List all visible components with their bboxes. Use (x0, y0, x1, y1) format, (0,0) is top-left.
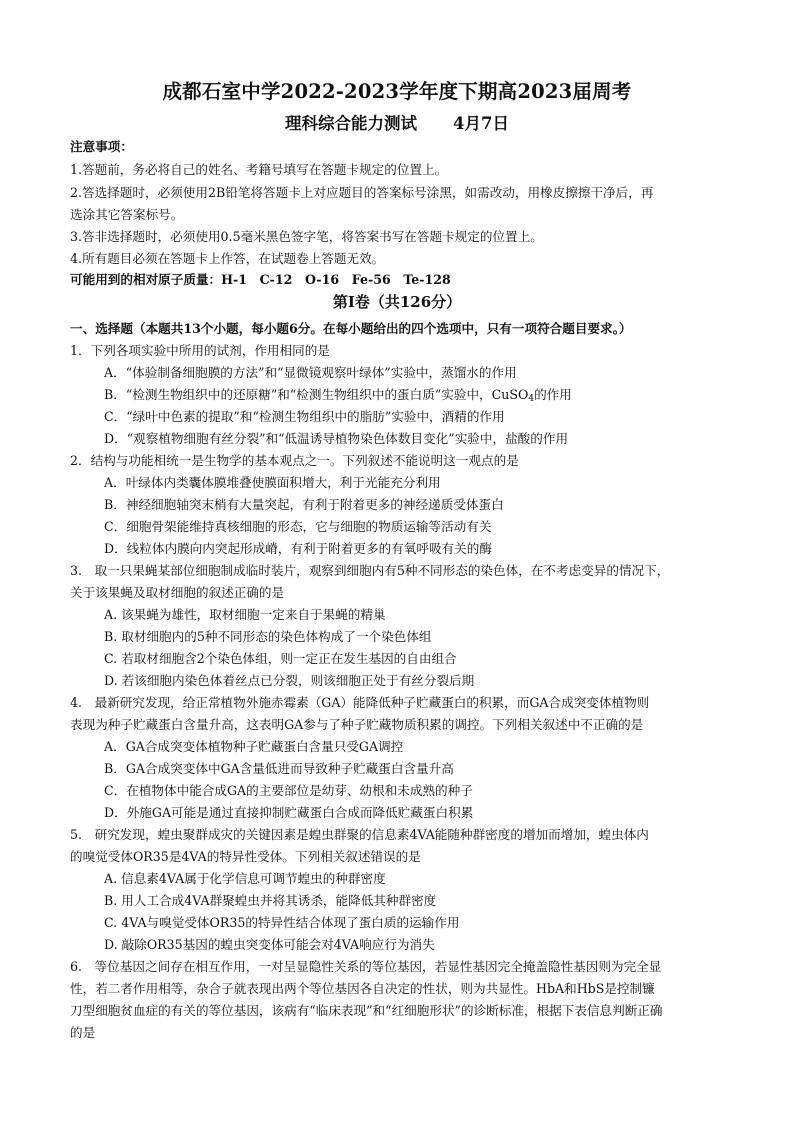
part-heading: 一、选择题（本题共13个小题，每小题6分。在每小题给出的四个选项中，只有一项符合题目要求。） (70, 321, 632, 336)
note-item: 3.答非选择题时，必须使用0.5毫米黑色签字笔，将答案书写在答题卡规定的位置上。 (70, 229, 543, 244)
question-5-stem: 的嗅觉受体OR35是4VA的特异性受体。下列相关叙述错误的是 (70, 849, 421, 864)
exam-title: 成都石室中学2022-2023学年度下期高2023届周考 (162, 80, 632, 103)
subtitle-text: 理科综合能力测试 (285, 114, 418, 133)
note-item: 1.答题前，务必将自己的姓名、考籍号填写在答题卡规定的位置上。 (70, 162, 448, 177)
q3-option-b: B. 取材细胞内的5种不同形态的染色体构成了一个染色体组 (104, 629, 432, 644)
q2-option-b: B．神经细胞轴突末梢有大量突起，有利于附着更多的神经递质受体蛋白 (104, 497, 504, 512)
q2-option-d: D．线粒体内膜向内突起形成嵴，有利于附着更多的有氧呼吸有关的酶 (104, 541, 492, 556)
q1-option-b-subscript: 4 (528, 394, 535, 404)
question-6-stem: 6. 等位基因之间存在相互作用，一对呈显隐性关系的等位基因，若显性基因完全掩盖隐性基因则为完全显 (70, 959, 662, 974)
question-2-stem: 2．结构与功能相统一是生物学的基本观点之一。下列叙述不能说明这一观点的是 (70, 453, 519, 468)
question-3-stem: 3. 取一只果蝇某部位细胞制成临时装片，观察到细胞内有5种不同形态的染色体，在不考虑变异的情况下， (70, 563, 670, 578)
question-4-stem: 4. 最新研究发现，给正常植物外施赤霉素（GA）能降低种子贮藏蛋白的积累，而GA合成突变体植物则 (70, 695, 650, 710)
question-3-stem: 关于该果蝇及取材细胞的叙述正确的是 (70, 585, 285, 600)
question-6-stem: 刀型细胞贫血症的有关的等位基因，该病有“临床表现”和“红细胞形状”的诊断标准，根据下表信息判断正确 (70, 1003, 663, 1018)
section-title: 第Ⅰ卷（共126分） (332, 293, 462, 311)
exam-subtitle (0, 110, 794, 134)
question-1-stem: 1．下列各项实验中所用的试剂，作用相同的是 (70, 343, 330, 358)
note-item: 4.所有题目必须在答题卡上作答，在试题卷上答题无效。 (70, 251, 385, 266)
exam-date: 4月7日 (453, 114, 509, 133)
notes-heading: 注意事项： (70, 139, 133, 154)
q4-option-c: C．在植物体中能合成GA的主要部位是幼芽、幼根和未成熟的种子 (104, 783, 473, 798)
q1-option-a: A．“体验制备细胞膜的方法”和“显微镜观察叶绿体”实验中，蒸馏水的作用 (104, 365, 517, 380)
q4-option-b: B．GA合成突变体中GA含量低进而导致种子贮藏蛋白含量升高 (104, 761, 454, 776)
q4-option-d: D．外施GA可能是通过直接抑制贮藏蛋白合成而降低贮藏蛋白积累 (104, 805, 474, 820)
q1-option-c: C．“绿叶中色素的提取”和“检测生物组织中的脂肪”实验中，酒精的作用 (104, 409, 505, 424)
atomic-mass-line: 可能用到的相对原子质量：H-1 C-12 O-16 Fe-56 Te-128 (70, 272, 451, 287)
note-item: 选涂其它答案标号。 (70, 207, 184, 222)
q2-option-c: C．细胞骨架能维持真核细胞的形态，它与细胞的物质运输等活动有关 (104, 519, 492, 534)
question-6-stem: 性，若二者作用相等，杂合子就表现出两个等位基因各自决定的性状，则为共显性。HbA和HbS是控制镰 (70, 981, 655, 996)
q1-option-d: D．“观察植物细胞有丝分裂”和“低温诱导植物染色体数目变化”实验中，盐酸的作用 (104, 431, 569, 446)
question-6-stem: 的是 (70, 1025, 96, 1040)
note-item: 2.答选择题时，必须使用2B铅笔将答题卡上对应题目的答案标号涂黑，如需改动，用橡皮擦擦干净后，再 (70, 185, 654, 200)
q3-option-d: D. 若该细胞内染色体着丝点已分裂，则该细胞正处于有丝分裂后期 (104, 673, 475, 688)
q2-option-a: A．叶绿体内类囊体膜堆叠使膜面积增大，利于光能充分利用 (104, 475, 441, 490)
q3-option-a: A. 该果蝇为雄性，取材细胞一定来自于果蝇的精巢 (104, 607, 386, 622)
q1-option-b (104, 386, 764, 404)
q1-option-b-tail: 的作用 (534, 387, 572, 402)
q3-option-c: C. 若取材细胞含2个染色体组，则一定正在发生基因的自由组合 (104, 651, 457, 666)
question-4-stem: 表现为种子贮藏蛋白含量升高，这表明GA参与了种子贮藏物质积累的调控。下列相关叙述中不正确的是 (70, 717, 644, 732)
q5-option-b: B. 用人工合成4VA群聚蝗虫并将其诱杀，能降低其种群密度 (104, 893, 437, 908)
q5-option-d: D. 敲除OR35基因的蝗虫突变体可能会对4VA响应行为消失 (104, 937, 435, 952)
q5-option-c: C. 4VA与嗅觉受体OR35的特异性结合体现了蛋白质的运输作用 (104, 915, 460, 930)
question-5-stem: 5. 研究发现，蝗虫聚群成灾的关键因素是蝗虫群聚的信息素4VA能随种群密度的增加而增加，蝗虫体内 (70, 827, 649, 842)
q1-option-b-text: B．“检测生物组织中的还原糖”和“检测生物组织中的蛋白质”实验中，CuSO (104, 387, 529, 402)
q5-option-a: A. 信息素4VA属于化学信息可调节蝗虫的种群密度 (104, 871, 386, 886)
q4-option-a: A．GA合成突变体植物种子贮藏蛋白含量只受GA调控 (104, 739, 404, 754)
